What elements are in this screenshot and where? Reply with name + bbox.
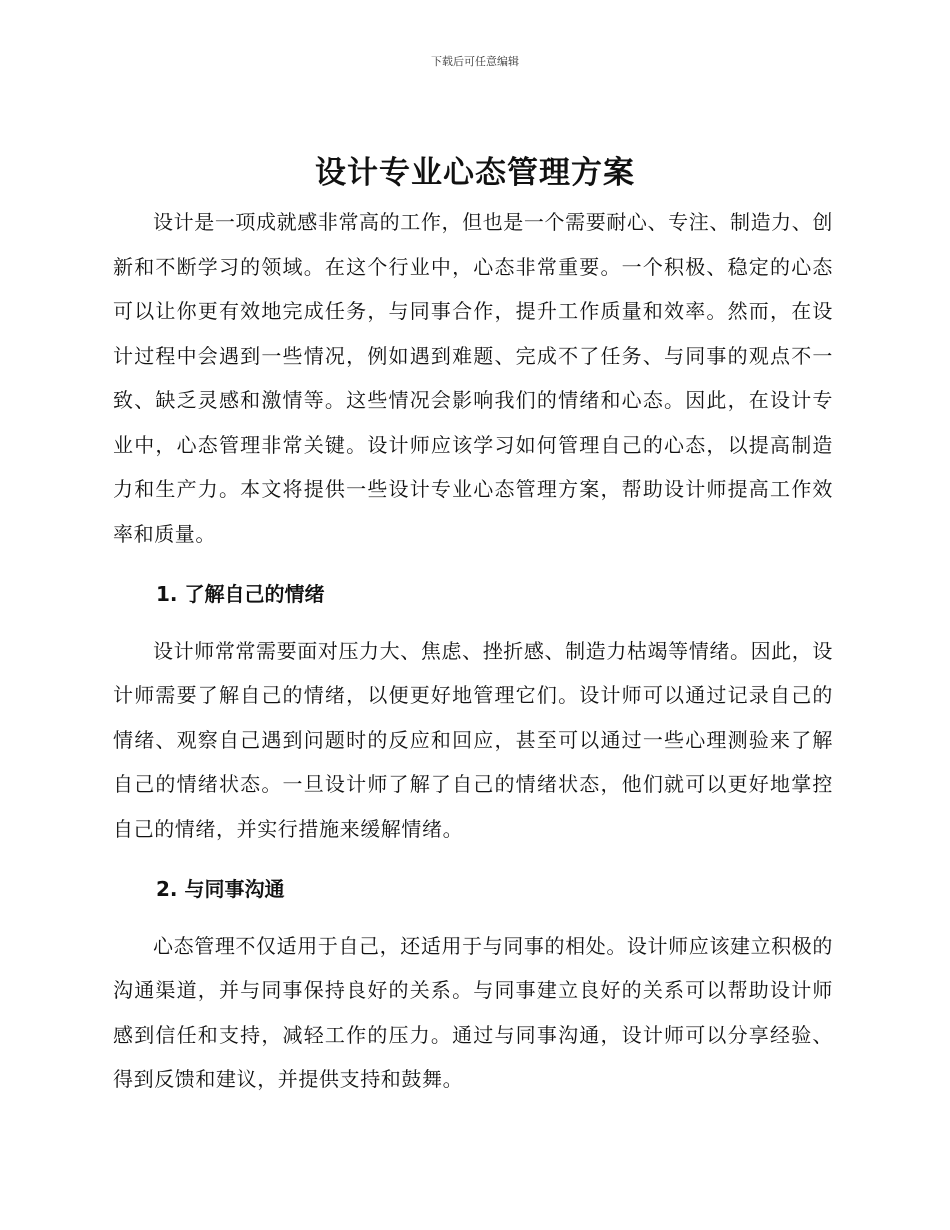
section-heading-1: 1. 了解自己的情绪 [156,582,325,606]
section-body-2: 心态管理不仅适用于自己，还适用于与同事的相处。设计师应该建立积极的沟通渠道，并与同事保持良好的关系。与同事建立良好的关系可以帮助设计师感到信任和支持，减轻工作的压力。通过与同事沟通，设计师可以分享经验、得到反馈和建议，并提供支持和鼓舞。 [113,933,833,1091]
section-body-1: 设计师常常需要面对压力大、焦虑、挫折感、制造力枯竭等情绪。因此，设计师需要了解自己的情绪，以便更好地管理它们。设计师可以通过记录自己的情绪、观察自己遇到问题时的反应和回应，甚至可以通过一些心理测验来了解自己的情绪状态。一旦设计师了解了自己的情绪状态，他们就可以更好地掌控自己的情绪，并实行措施来缓解情绪。 [113,638,833,841]
document-title: 设计专业心态管理方案 [315,155,635,191]
document-body [113,200,833,1102]
intro-paragraph: 设计是一项成就感非常高的工作，但也是一个需要耐心、专注、制造力、创新和不断学习的领域。在这个行业中，心态非常重要。一个积极、稳定的心态可以让你更有效地完成任务，与同事合作，提升工作质量和效率。然而，在设计过程中会遇到一些情况，例如遇到难题、完成不了任务、与同事的观点不一致、缺乏灵感和激情等。这些情况会影响我们的情绪和心态。因此，在设计专业中，心态管理非常关键。设计师应该学习如何管理自己的心态，以提高制造力和生产力。本文将提供一些设计专业心态管理方案，帮助设计师提高工作效率和质量。 [113,210,833,546]
section-heading-2: 2. 与同事沟通 [156,877,285,901]
page-header-note: 下载后可任意编辑 [431,55,519,68]
